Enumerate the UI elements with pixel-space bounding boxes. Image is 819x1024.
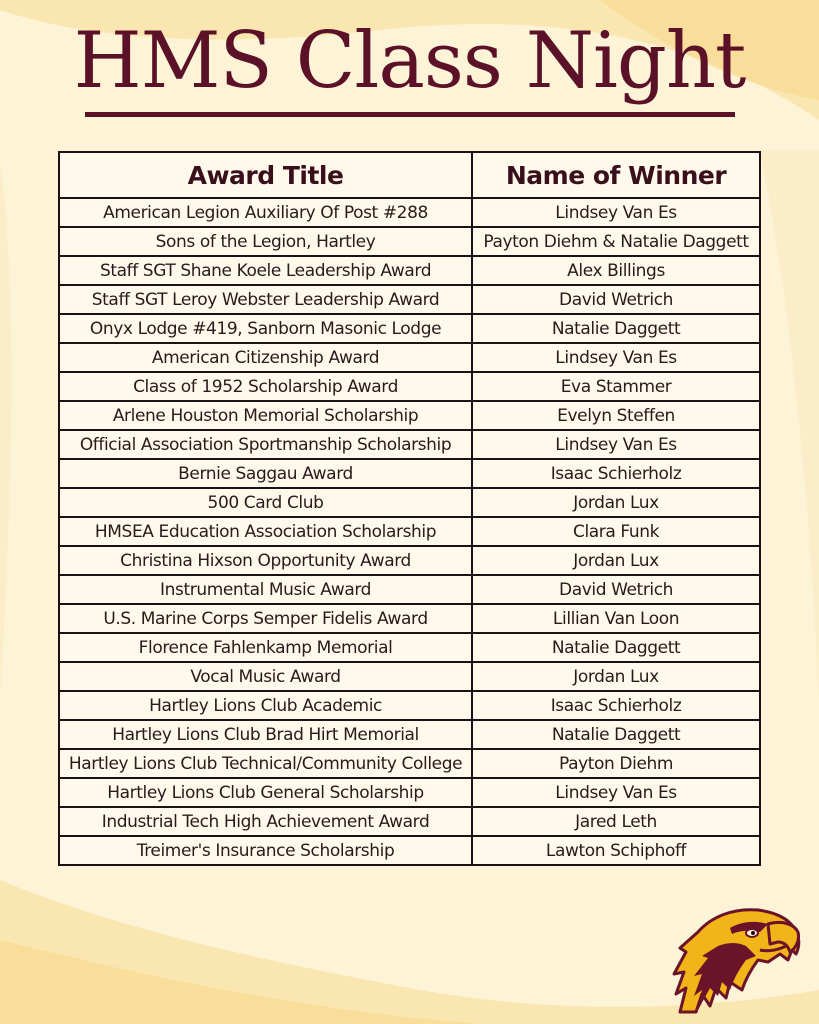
table-row	[59, 517, 760, 546]
table-row	[59, 459, 760, 488]
table-row	[59, 691, 760, 720]
table-row	[59, 285, 760, 314]
awards-table	[58, 151, 761, 866]
winner-cell: Jordan Lux	[472, 546, 760, 575]
award-title-cell: Christina Hixson Opportunity Award	[59, 546, 472, 575]
table-row	[59, 314, 760, 343]
table-row	[59, 198, 760, 227]
winner-cell: Lindsey Van Es	[472, 198, 760, 227]
award-title-cell: Official Association Sportmanship Scholarship	[59, 430, 472, 459]
table-row	[59, 749, 760, 778]
table-header-row	[59, 152, 760, 198]
award-title-cell: Florence Fahlenkamp Memorial	[59, 633, 472, 662]
winner-cell: Jordan Lux	[472, 662, 760, 691]
table-row	[59, 662, 760, 691]
award-title-cell: Hartley Lions Club General Scholarship	[59, 778, 472, 807]
table-row	[59, 836, 760, 865]
winner-cell: Evelyn Steffen	[472, 401, 760, 430]
table-row	[59, 720, 760, 749]
award-title-cell: Vocal Music Award	[59, 662, 472, 691]
winner-cell: Natalie Daggett	[472, 720, 760, 749]
award-title-cell: American Citizenship Award	[59, 343, 472, 372]
table-row	[59, 807, 760, 836]
winner-cell: Isaac Schierholz	[472, 691, 760, 720]
table-row	[59, 372, 760, 401]
winner-cell: Alex Billings	[472, 256, 760, 285]
table-row	[59, 430, 760, 459]
award-title-cell: HMSEA Education Association Scholarship	[59, 517, 472, 546]
winner-cell: Lindsey Van Es	[472, 778, 760, 807]
table-row	[59, 575, 760, 604]
winner-cell: Lindsey Van Es	[472, 430, 760, 459]
award-title-cell: U.S. Marine Corps Semper Fidelis Award	[59, 604, 472, 633]
winner-cell: Payton Diehm & Natalie Daggett	[472, 227, 760, 256]
award-title-cell: Class of 1952 Scholarship Award	[59, 372, 472, 401]
award-title-cell: Arlene Houston Memorial Scholarship	[59, 401, 472, 430]
award-title-cell: Onyx Lodge #419, Sanborn Masonic Lodge	[59, 314, 472, 343]
award-title-cell: Instrumental Music Award	[59, 575, 472, 604]
award-title-cell: Bernie Saggau Award	[59, 459, 472, 488]
winner-cell: David Wetrich	[472, 575, 760, 604]
winner-cell: Natalie Daggett	[472, 314, 760, 343]
table-row	[59, 546, 760, 575]
table-row	[59, 401, 760, 430]
winner-cell: Lillian Van Loon	[472, 604, 760, 633]
table-row	[59, 256, 760, 285]
winner-cell: Lindsey Van Es	[472, 343, 760, 372]
award-title-cell: Staff SGT Shane Koele Leadership Award	[59, 256, 472, 285]
award-title-cell: Industrial Tech High Achievement Award	[59, 807, 472, 836]
page-title: HMS Class Night	[73, 16, 746, 106]
award-title-cell: Sons of the Legion, Hartley	[59, 227, 472, 256]
award-title-cell: Hartley Lions Club Technical/Community College	[59, 749, 472, 778]
table-row	[59, 604, 760, 633]
award-title-cell: Hartley Lions Club Brad Hirt Memorial	[59, 720, 472, 749]
award-title-cell: Staff SGT Leroy Webster Leadership Award	[59, 285, 472, 314]
winner-cell: Eva Stammer	[472, 372, 760, 401]
winner-cell: Isaac Schierholz	[472, 459, 760, 488]
column-header-award-title: Award Title	[59, 152, 472, 198]
winner-cell: Natalie Daggett	[472, 633, 760, 662]
column-header-winner: Name of Winner	[472, 152, 760, 198]
winner-cell: Lawton Schiphoff	[472, 836, 760, 865]
winner-cell: Jordan Lux	[472, 488, 760, 517]
table-row	[59, 227, 760, 256]
table-row	[59, 343, 760, 372]
award-title-cell: Hartley Lions Club Academic	[59, 691, 472, 720]
table-row	[59, 633, 760, 662]
table-row	[59, 778, 760, 807]
table-row	[59, 488, 760, 517]
winner-cell: David Wetrich	[472, 285, 760, 314]
award-title-cell: 500 Card Club	[59, 488, 472, 517]
winner-cell: Clara Funk	[472, 517, 760, 546]
award-title-cell: American Legion Auxiliary Of Post #288	[59, 198, 472, 227]
award-title-cell: Treimer's Insurance Scholarship	[59, 836, 472, 865]
title-underline	[85, 112, 735, 117]
winner-cell: Payton Diehm	[472, 749, 760, 778]
hawk-mascot-icon	[672, 902, 802, 1014]
winner-cell: Jared Leth	[472, 807, 760, 836]
